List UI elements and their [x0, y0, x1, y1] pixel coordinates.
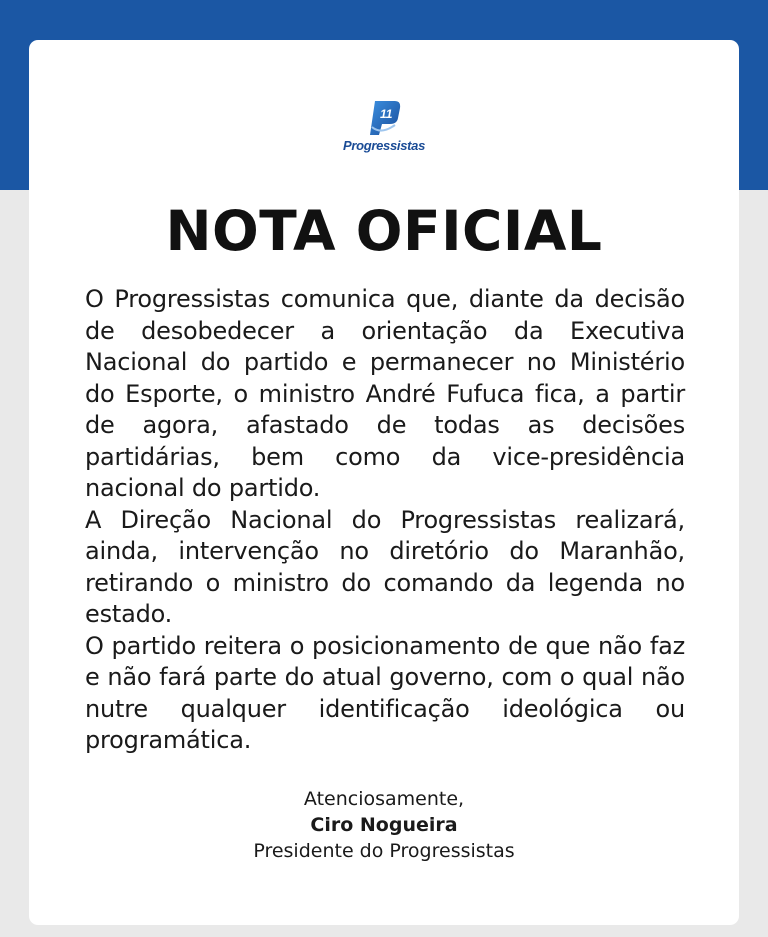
logo-number: 11 — [380, 107, 393, 121]
signature-name: Ciro Nogueira — [310, 814, 458, 836]
paragraph-1: O Progressistas comunica que, diante da decisão de desobedecer a orientação da Executiva Nacional do partido e permanecer no Ministério do Esporte, o ministro André Fufuca fica, a partir de agora, afastado de todas as decisões partidárias, bem como da vice-presidência nacional do partido. — [85, 285, 685, 502]
page-title: NOTA OFICIAL — [165, 199, 603, 263]
signature-closing: Atenciosamente, — [303, 788, 465, 810]
paragraph-2: A Direção Nacional do Progressistas realizará, ainda, intervenção no diretório do Maranhão, retirando o ministro do comando da legenda no estado. — [85, 505, 685, 628]
party-logo — [29, 97, 739, 153]
logo-wordmark: Progressistas — [342, 138, 426, 153]
signature-block — [29, 786, 739, 864]
signature-role: Presidente do Progressistas — [253, 840, 515, 862]
note-body — [85, 284, 685, 757]
official-note-card — [29, 40, 739, 925]
progressistas-logo-icon — [365, 97, 403, 137]
paragraph-3: O partido reitera o posicionamento de que não faz e não fará parte do atual governo, com o qual não nutre qualquer identificação ideológica ou programática. — [85, 631, 685, 754]
